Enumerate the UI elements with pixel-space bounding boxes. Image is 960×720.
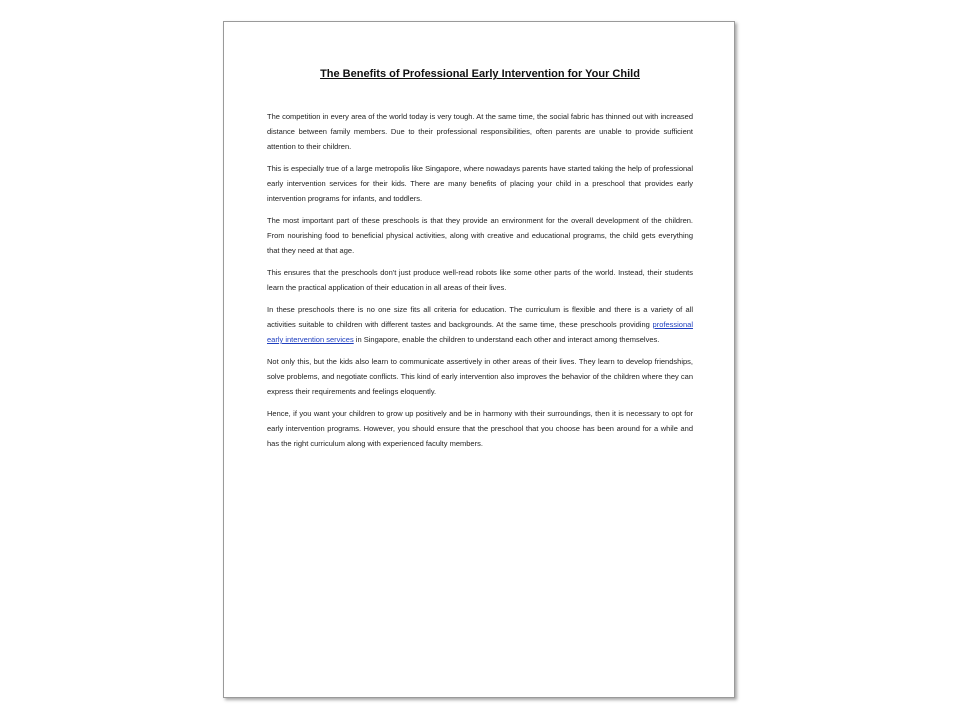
document-title: The Benefits of Professional Early Intervention for Your Child <box>320 68 640 80</box>
paragraph-5-after: in Singapore, enable the children to understand each other and interact among themselves. <box>353 335 660 344</box>
document-page <box>223 21 735 698</box>
document-body <box>267 109 693 458</box>
paragraph-4: This ensures that the preschools don't just produce well-read robots like some other parts of the world. Instead, their students learn the practical application of their education in all areas of their lives. <box>267 268 693 292</box>
early-intervention-link[interactable]: professional early intervention services <box>267 320 693 344</box>
paragraph-3: The most important part of these preschools is that they provide an environment for the overall development of the children. From nourishing food to beneficial physical activities, along with creative and educational programs, the child gets everything that they need at that age. <box>267 216 693 255</box>
paragraph-5-before: In these preschools there is no one size fits all criteria for education. The curriculum is flexible and there is a variety of all activities suitable to children with different tastes and backgrounds. At the same time, these preschools providing <box>267 305 693 329</box>
paragraph-5 <box>267 302 693 347</box>
paragraph-1: The competition in every area of the world today is very tough. At the same time, the social fabric has thinned out with increased distance between family members. Due to their professional responsibilities, often parents are unable to provide sufficient attention to their children. <box>267 112 693 151</box>
paragraph-7: Hence, if you want your children to grow up positively and be in harmony with their surroundings, then it is necessary to opt for early intervention programs. However, you should ensure that the preschool that you choose has been around for a while and has the right curriculum along with experienced faculty members. <box>267 409 693 448</box>
paragraph-6: Not only this, but the kids also learn to communicate assertively in other areas of their lives. They learn to develop friendships, solve problems, and negotiate conflicts. This kind of early intervention also improves the behavior of the children where they can express their requirements and feelings eloquently. <box>267 357 693 396</box>
paragraph-2: This is especially true of a large metropolis like Singapore, where nowadays parents have started taking the help of professional early intervention services for their kids. There are many benefits of placing your child in a preschool that provides early intervention programs for infants, and toddlers. <box>267 164 693 203</box>
